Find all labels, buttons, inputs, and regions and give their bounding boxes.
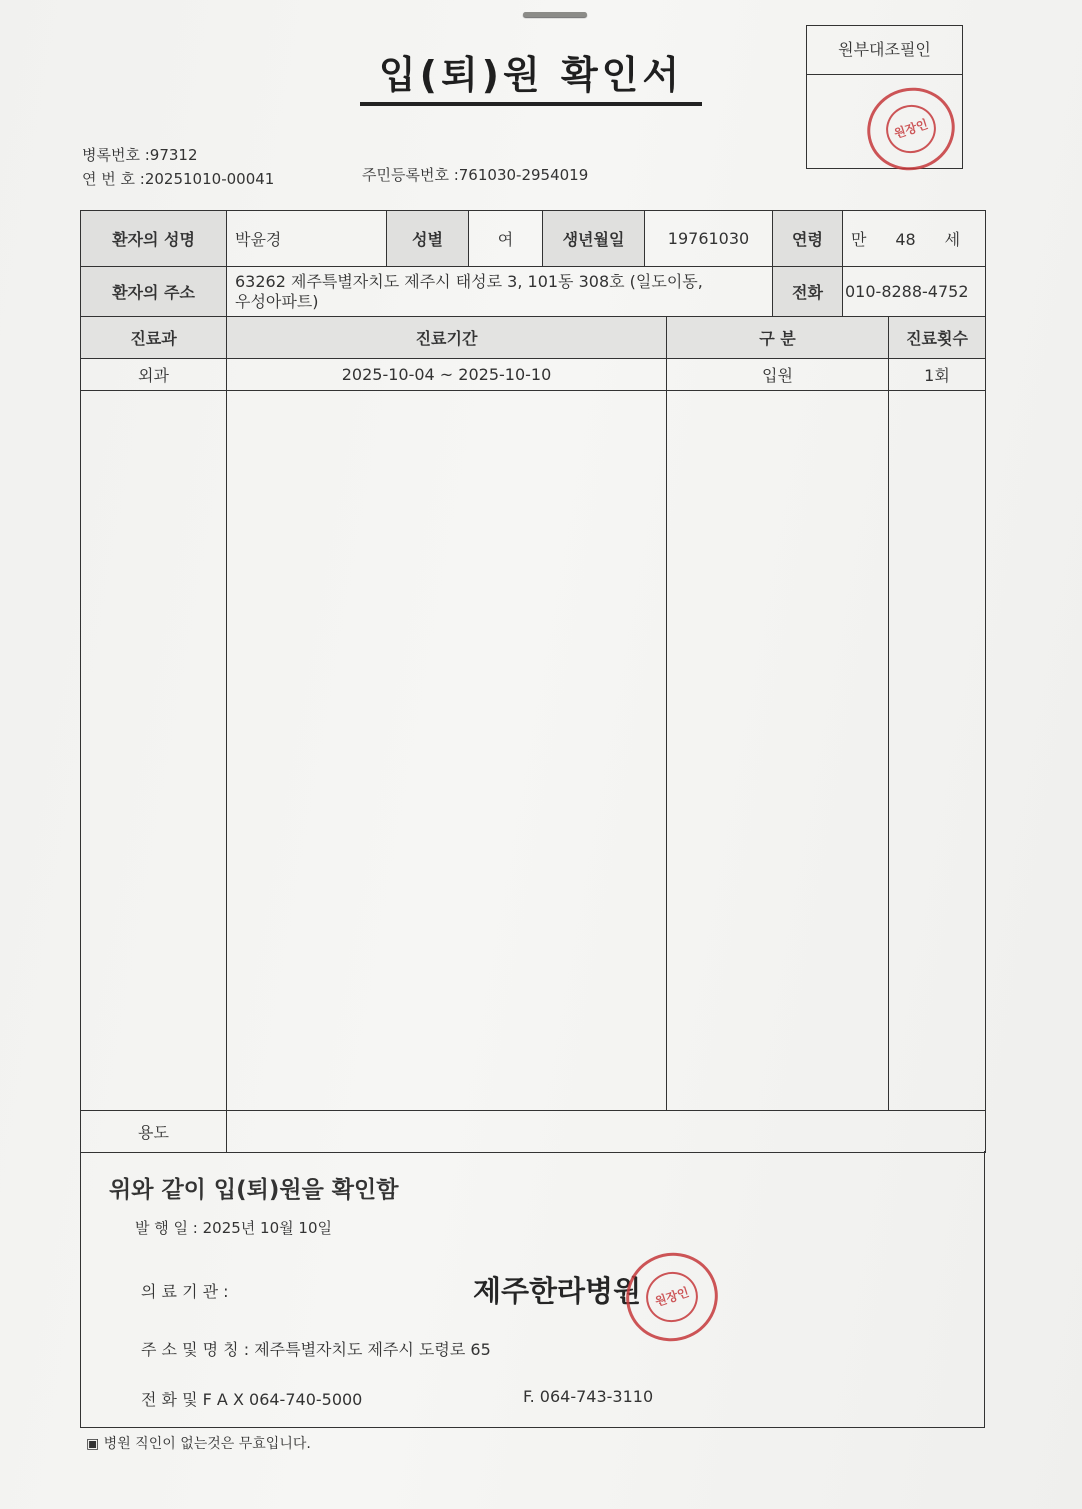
phone-fax-label: 전 화 및 F A X (141, 1390, 244, 1409)
serial-number-label: 연 번 호 : (82, 170, 145, 188)
empty-cell (81, 391, 227, 1111)
issue-date (135, 1217, 332, 1238)
address-value: 제주특별자치도 제주시 도령로 65 (254, 1340, 491, 1359)
institution-phone (141, 1387, 362, 1410)
serial-number-value: 20251010-00041 (144, 170, 275, 188)
empty-cell (889, 391, 986, 1111)
patient-phone: 010-8288-4752 (843, 267, 986, 317)
address-label: 환자의 주소 (81, 267, 227, 317)
record-number-value: 97312 (149, 146, 198, 164)
birth-label: 생년월일 (543, 211, 645, 267)
staple (523, 12, 587, 17)
resident-number (362, 164, 588, 185)
verification-box-label: 원부대조필인 (807, 26, 962, 75)
row-count: 1회 (889, 359, 986, 391)
institution-address (141, 1337, 491, 1360)
purpose-label: 용도 (81, 1111, 227, 1153)
header-count: 진료횟수 (889, 317, 986, 359)
header-department: 진료과 (81, 317, 227, 359)
serial-number (82, 168, 274, 189)
patient-name-label: 환자의 성명 (81, 211, 227, 267)
treatment-table (80, 316, 986, 1153)
document-title: 입(퇴)원 확인서 (378, 53, 684, 97)
stamp-inner-text: 원장인 (880, 98, 942, 159)
resident-number-label: 주민등록번호 : (362, 166, 459, 184)
patient-name: 박윤경 (227, 211, 387, 267)
title-underline (360, 102, 702, 106)
address-label: 주 소 및 명 칭 : (141, 1340, 250, 1359)
row-period: 2025-10-04 ~ 2025-10-10 (227, 359, 667, 391)
address-line-2: 우성아파트) (235, 291, 319, 311)
resident-number-value: 761030-2954019 (458, 166, 589, 184)
sex-label: 성별 (387, 211, 469, 267)
row-type: 입원 (667, 359, 889, 391)
record-number-label: 병록번호 : (82, 146, 150, 164)
hospital-seal-stamp (856, 76, 965, 181)
footnote: ▣ 병원 직인이 없는것은 무효입니다. (86, 1436, 311, 1452)
issue-date-value: 2025년 10월 10일 (202, 1219, 332, 1237)
purpose-value (227, 1111, 986, 1153)
confirmation-statement: 위와 같이 입(퇴)원을 확인함 (109, 1177, 399, 1203)
hospital-seal-stamp (615, 1241, 730, 1353)
institution-label: 의 료 기 관 : (141, 1282, 229, 1301)
address-line-1: 63262 제주특별자치도 제주시 태성로 3, 101동 308호 (일도이동, (235, 271, 703, 291)
empty-cell (227, 391, 667, 1111)
stamp-inner-text: 원장인 (640, 1265, 705, 1329)
table-row (81, 359, 986, 391)
issue-date-label: 발 행 일 : (135, 1219, 198, 1237)
patient-address (227, 267, 773, 317)
header-type: 구 분 (667, 317, 889, 359)
age-prefix: 만 (851, 230, 867, 249)
header-period: 진료기간 (227, 317, 667, 359)
record-number (82, 144, 198, 165)
row-department: 외과 (81, 359, 227, 391)
phone-label: 전화 (773, 267, 843, 317)
patient-age (843, 211, 986, 267)
age-suffix: 세 (944, 230, 961, 249)
patient-sex: 여 (469, 211, 543, 267)
patient-table (80, 210, 986, 317)
verification-box (806, 25, 963, 169)
age-value: 48 (895, 230, 916, 249)
phone-value: 064-740-5000 (249, 1390, 363, 1409)
confirmation-section (80, 1151, 985, 1428)
empty-rows-area (81, 391, 986, 1111)
institution-name: 제주한라병원 (473, 1274, 642, 1308)
age-label: 연령 (773, 211, 843, 267)
empty-cell (667, 391, 889, 1111)
patient-birth: 19761030 (645, 211, 773, 267)
fax-value: F. 064-743-3110 (523, 1387, 654, 1406)
